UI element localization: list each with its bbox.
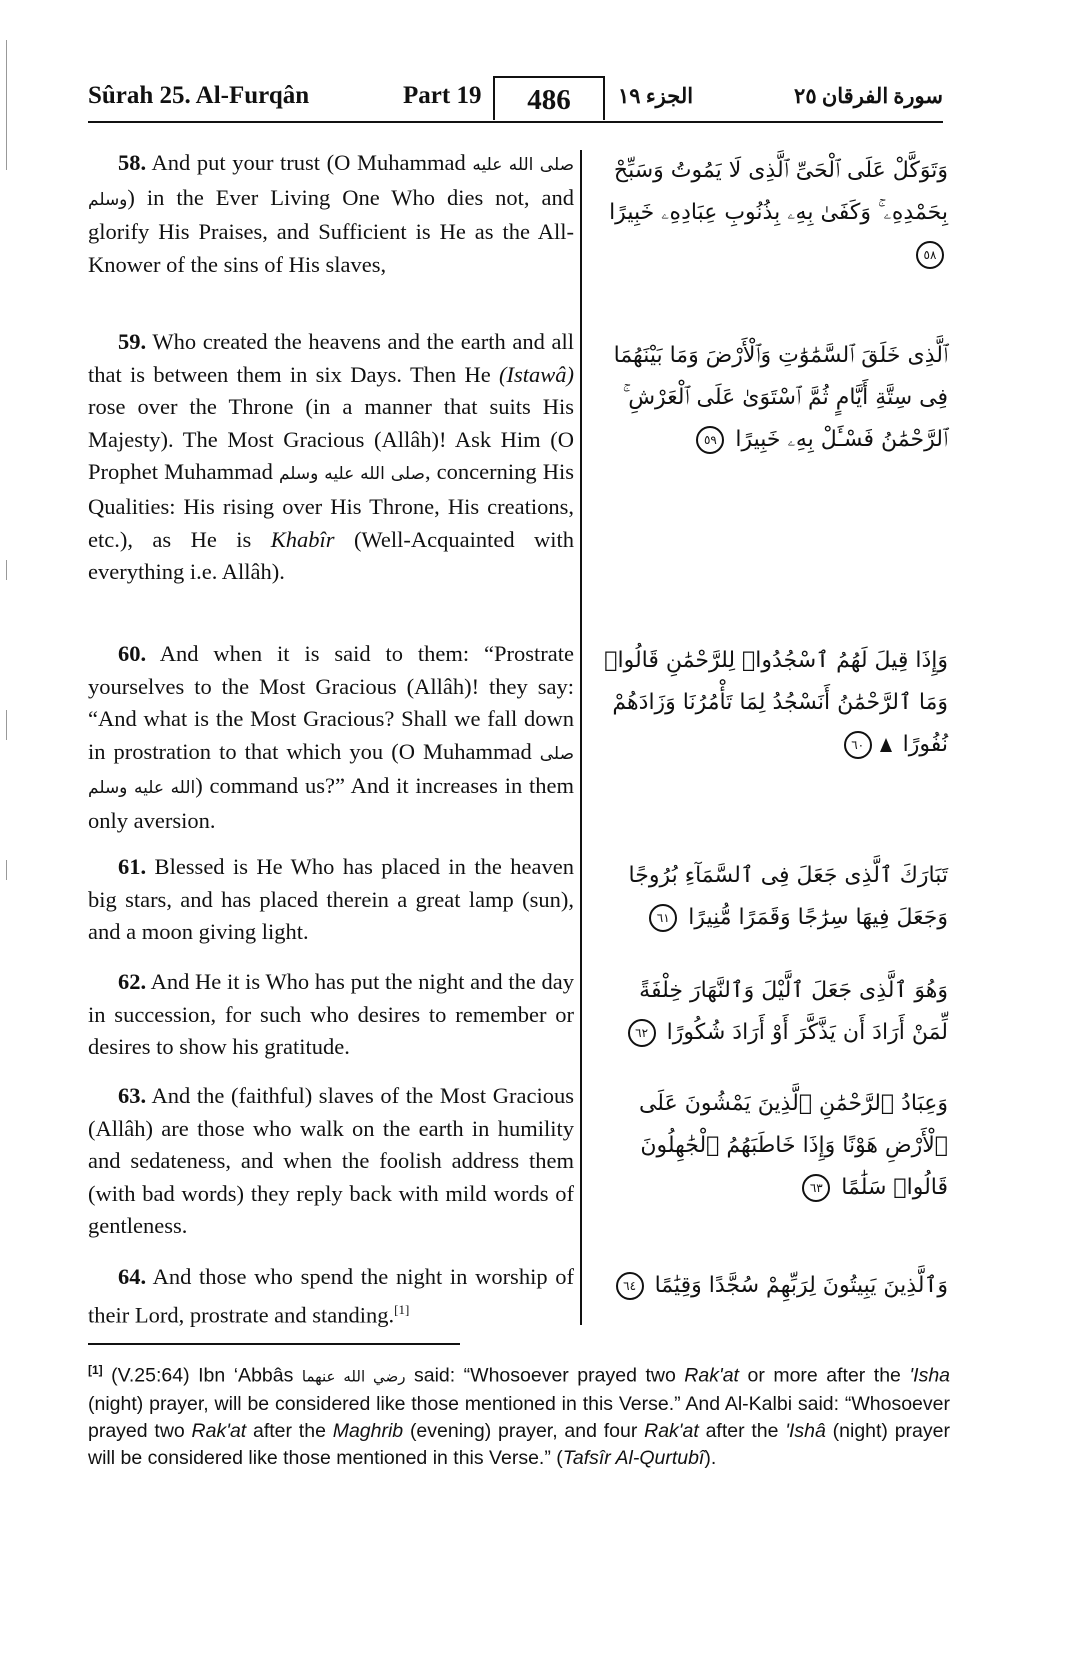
footnote-reference[interactable]: [1] (394, 1301, 410, 1317)
page-edge-mark (6, 560, 7, 580)
verse-translation-61: 61. Blessed is He Who has placed in the heaven big stars, and has placed therein a great lamp (sun), and a moon giving light. (88, 854, 574, 945)
verse-arabic-59: ٱلَّذِى خَلَقَ ٱلسَّمَٰوَٰتِ وَٱلْأَرْضَ وَمَا بَيْنَهُمَا فِى سِتَّةِ أَيَّامٍ ثُمَّ ٱسْتَوَىٰ عَلَى ٱلْعَرْشِ ۚ ٱلرَّحْمَٰنُ فَسْـَٔلْ بِهِۦ خَبِيرًا ٥٩ (613, 343, 948, 452)
verse-number: 64. (118, 1264, 147, 1289)
verse-number: 63. (118, 1083, 147, 1108)
verse-translation-63: 63. And the (faithful) slaves of the Most Gracious (Allâh) are those who walk on the earth in humility and sedateness, and when the foolish address them (with bad words) they reply back with mild words of gentleness. (88, 1083, 574, 1239)
verse-translation-60: 60. And when it is said to them: “Prostrate yourselves to the Most Gracious (Allâh)! they say: “And what is the Most Gracious? Shall we fall down in prostration to that which you (O Muhammad صلى الله عليه وسلم) command us?” And it increases in them only aversion. (88, 641, 574, 833)
verse-number: 61. (118, 854, 147, 879)
verse-arabic-62: وَهُوَ ٱلَّذِى جَعَلَ ٱلَّيْلَ وَٱلنَّهَارَ خِلْفَةً لِّمَنْ أَرَادَ أَن يَذَّكَّرَ أَوْ أَرَادَ شُكُورًا ٦٢ (598, 970, 948, 1054)
ayah-number-marker: ٦٤ (616, 1272, 644, 1300)
part-label: Part 19 (403, 82, 482, 109)
verse-translation-59: 59. Who created the heavens and the earth and all that is between them in six Days. Then He (Istawâ) rose over the Throne (in a manner that suits His Majesty). The Most Gracious (Allâh)! Ask Him (O Prophet Muhammad صلى الله عليه وسلم, concerning His Qualities: His rising over His Throne, His creations, etc.), as He is Khabîr (Well-Acquainted with everything i.e. Allâh). (88, 329, 575, 585)
verse-number: 58. (118, 150, 147, 175)
verse-arabic-58: وَتَوَكَّلْ عَلَى ٱلْحَىِّ ٱلَّذِى لَا يَمُوتُ وَسَبِّحْ بِحَمْدِهِۦ ۚ وَكَفَىٰ بِهِۦ بِذُنُوبِ عِبَادِهِۦ خَبِيرًا ٥٨ (598, 150, 948, 276)
verse-number: 62. (118, 969, 147, 994)
ayah-number-marker: ٥٩ (696, 426, 724, 454)
sajda-icon (880, 738, 892, 752)
ayah-number-marker: ٦٣ (802, 1174, 830, 1202)
verse-number: 60. (118, 641, 147, 666)
page-edge-mark (6, 40, 7, 170)
radi-inline: رضي الله عنهما (301, 1367, 406, 1386)
ayah-number-marker: ٦٠ (844, 731, 872, 759)
footnote: [1] (V.25:64) Ibn ‘Abbâs رضي الله عنهما said: “Whosoever prayed two Rak'at or more after the 'Isha (night) prayer, will be considered like those mentioned in this Verse.” And Al-Kalbi said: “Whosoever prayed two Rak'at after the Maghrib (evening) prayer, and four Rak'at after the 'Ishâ (night) prayer will be considered like those mentioned in this Verse.” (Tafsîr Al-Qurtubî). (88, 1363, 951, 1470)
verse-translation-62: 62. And He it is Who has put the night and the day in succession, for such who desires to remember or desires to show his gratitude. (88, 969, 574, 1060)
verse-arabic-61: تَبَارَكَ ٱلَّذِى جَعَلَ فِى ٱلسَّمَآءِ بُرُوجًا وَجَعَلَ فِيهَا سِرَٰجًا وَقَمَرًا مُّنِيرًا ٦١ (628, 863, 948, 930)
verse-number: 59. (118, 329, 147, 354)
header-rule (88, 121, 943, 123)
ayah-number-marker: ٦٢ (628, 1019, 656, 1047)
verse-arabic-60: وَإِذَا قِيلَ لَهُمُ ٱسْجُدُوا۟ لِلرَّحْمَٰنِ قَالُوا۟ وَمَا ٱلرَّحْمَٰنُ أَنَسْجُدُ لِمَا تَأْمُرُنَا وَزَادَهُمْ نُفُورًا ٦٠ (604, 648, 948, 757)
page-edge-mark (6, 710, 7, 740)
footnote-marker: [1] (88, 1363, 103, 1377)
salawat-inline: صلى الله عليه وسلم (88, 743, 574, 799)
verse-translation-58: 58. And put your trust (O Muhammad صلى الله عليه وسلم) in the Ever Living One Who dies not, and glorify His Praises, and Sufficient is He as the All-Knower of the sins of His slaves, (88, 150, 575, 277)
page-edge-mark (6, 860, 7, 880)
salawat-inline: صلى الله عليه وسلم (88, 155, 575, 210)
verse-arabic-64: وَٱلَّذِينَ يَبِيتُونَ لِرَبِّهِمْ سُجَّدًا وَقِيَٰمًا ٦٤ (598, 1265, 948, 1307)
surah-title-en: Sûrah 25. Al-Furqân (88, 82, 310, 109)
footnote-rule (88, 1343, 460, 1345)
verse-arabic-63: وَعِبَادُ ٱلرَّحْمَٰنِ ٱلَّذِينَ يَمْشُونَ عَلَى ٱلْأَرْضِ هَوْنًا وَإِذَا خَاطَبَهُمُ ٱلْجَٰهِلُونَ قَالُوا۟ سَلَٰمًا ٦٣ (638, 1091, 948, 1200)
column-divider (580, 150, 582, 1325)
verse-translation-64: 64. And those who spend the night in worship of their Lord, prostrate and standing.[1] (88, 1264, 574, 1328)
salawat-inline: صلى الله عليه وسلم (278, 464, 425, 485)
ayah-number-marker: ٦١ (649, 904, 677, 932)
page-header (88, 80, 943, 122)
juz-label-ar: الجزء ١٩ (618, 84, 694, 108)
ayah-number-marker: ٥٨ (916, 241, 944, 269)
surah-title-ar: سورة الفرقان ٢٥ (794, 84, 943, 108)
page-number: 486 (493, 76, 605, 120)
